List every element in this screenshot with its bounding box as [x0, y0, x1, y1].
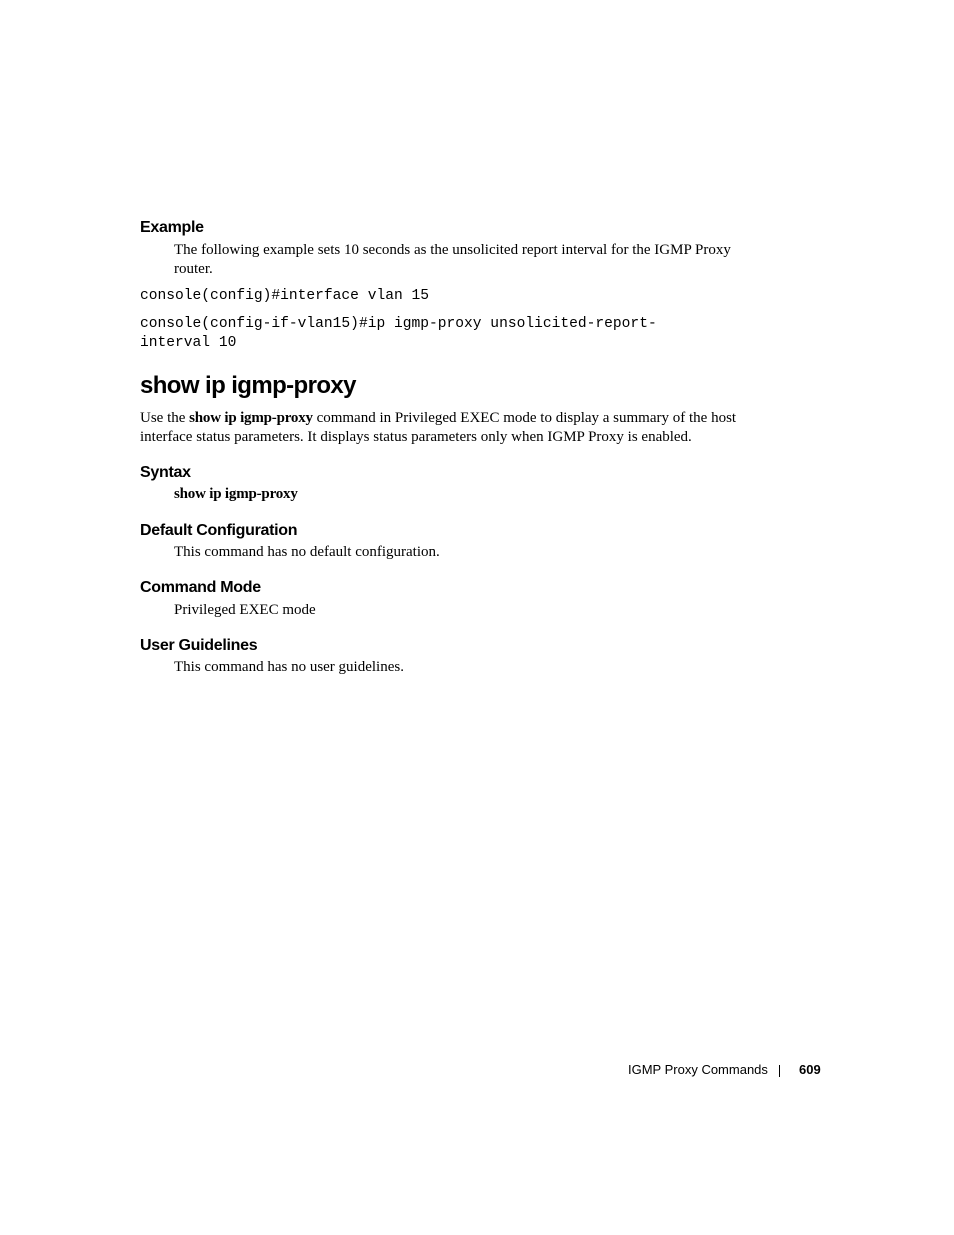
command-intro: [140, 409, 765, 447]
page-number: 609: [799, 1062, 821, 1077]
syntax-text: show ip igmp-proxy: [174, 486, 298, 502]
footer-section-title: IGMP Proxy Commands: [628, 1062, 768, 1077]
command-mode-text: Privileged EXEC mode: [174, 602, 316, 618]
intro-command-name: show ip igmp-proxy: [189, 410, 313, 426]
user-guidelines-heading: User Guidelines: [140, 637, 258, 654]
example-heading: Example: [140, 219, 204, 236]
code-line-unsolicited-report: console(config-if-vlan15)#ip igmp-proxy unsolicited-report- interval 10: [140, 316, 657, 351]
default-configuration-heading: Default Configuration: [140, 522, 298, 539]
default-configuration-text: This command has no default configuration.: [174, 544, 440, 560]
code-line-interface-vlan: console(config)#interface vlan 15: [140, 288, 430, 304]
user-guidelines-text: This command has no user guidelines.: [174, 659, 404, 675]
example-description: The following example sets 10 seconds as the unsolicited report interval for the IGMP Proxy router.: [174, 242, 731, 277]
intro-suffix: command in Privileged EXEC mode to display a summary of the host interface status parameters. It displays status parameters only when IGMP Proxy is enabled.: [140, 410, 737, 445]
command-mode-heading: Command Mode: [140, 579, 261, 596]
intro-prefix: Use the: [140, 410, 190, 426]
syntax-heading: Syntax: [140, 464, 191, 481]
page-title: show ip igmp-proxy: [140, 372, 356, 399]
footer-separator: [779, 1065, 780, 1077]
